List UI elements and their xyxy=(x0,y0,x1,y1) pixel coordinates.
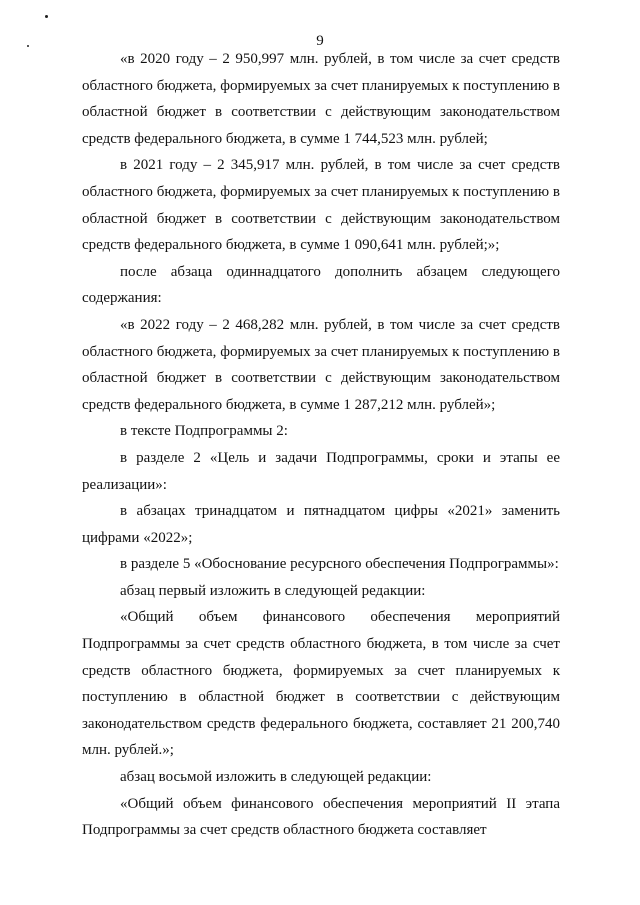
paragraph-2021-amounts: в 2021 году – 2 345,917 млн. рублей, в том числе за счет средств областного бюджета, формируемых за счет планируемых к поступлению в областной бюджет в соответствии с действующим законодательством средств федерального бюджета, в сумме 1 090,641 млн. рублей;»; xyxy=(82,157,560,254)
paragraph-subprogram-2: в тексте Подпрограммы 2: xyxy=(120,423,288,440)
paragraph-section-5: в разделе 5 «Обоснование ресурсного обеспечения Подпрограммы»: xyxy=(120,556,559,573)
paragraph-stage-2-funding: «Общий объем финансового обеспечения мероприятий II этапа Подпрограммы за счет средств областного бюджета составляет xyxy=(82,795,560,839)
document-body xyxy=(82,46,560,844)
paragraph-first-abzac-edit: абзац первый изложить в следующей редакции: xyxy=(120,582,426,599)
paragraph-total-funding: «Общий объем финансового обеспечения мероприятий Подпрограммы за счет средств областного бюджета, в том числе за счет средств областного бюджета, формируемых за счет планируемых к поступлению в областной бюджет в соответствии с действующим законодательством средств федерального бюджета, составляет 21 200,740 млн. рублей.»; xyxy=(82,609,560,759)
paragraph-replace-years: в абзацах тринадцатом и пятнадцатом цифры «2021» заменить цифрами «2022»; xyxy=(82,503,560,546)
scan-speck xyxy=(45,15,48,18)
paragraph-add-after-eleventh: после абзаца одиннадцатого дополнить абзацем следующего содержания: xyxy=(82,263,560,307)
paragraph-2020-amounts: «в 2020 году – 2 950,997 млн. рублей, в том числе за счет средств областного бюджета, формируемых за счет планируемых к поступлению в областной бюджет в соответствии с действующим законодательством средств федерального бюджета, в сумме 1 744,523 млн. рублей; xyxy=(82,51,560,147)
paragraph-eighth-abzac-edit: абзац восьмой изложить в следующей редакции: xyxy=(120,769,432,786)
page-number: 9 xyxy=(316,33,324,49)
paragraph-2022-amounts: «в 2022 году – 2 468,282 млн. рублей, в том числе за счет средств областного бюджета, формируемых за счет планируемых к поступлению в областной бюджет в соответствии с действующим законодательством средств федерального бюджета, в сумме 1 287,212 млн. рублей»; xyxy=(82,316,560,413)
paragraph-section-2: в разделе 2 «Цель и задачи Подпрограммы, сроки и этапы ее реализации»: xyxy=(82,449,560,493)
